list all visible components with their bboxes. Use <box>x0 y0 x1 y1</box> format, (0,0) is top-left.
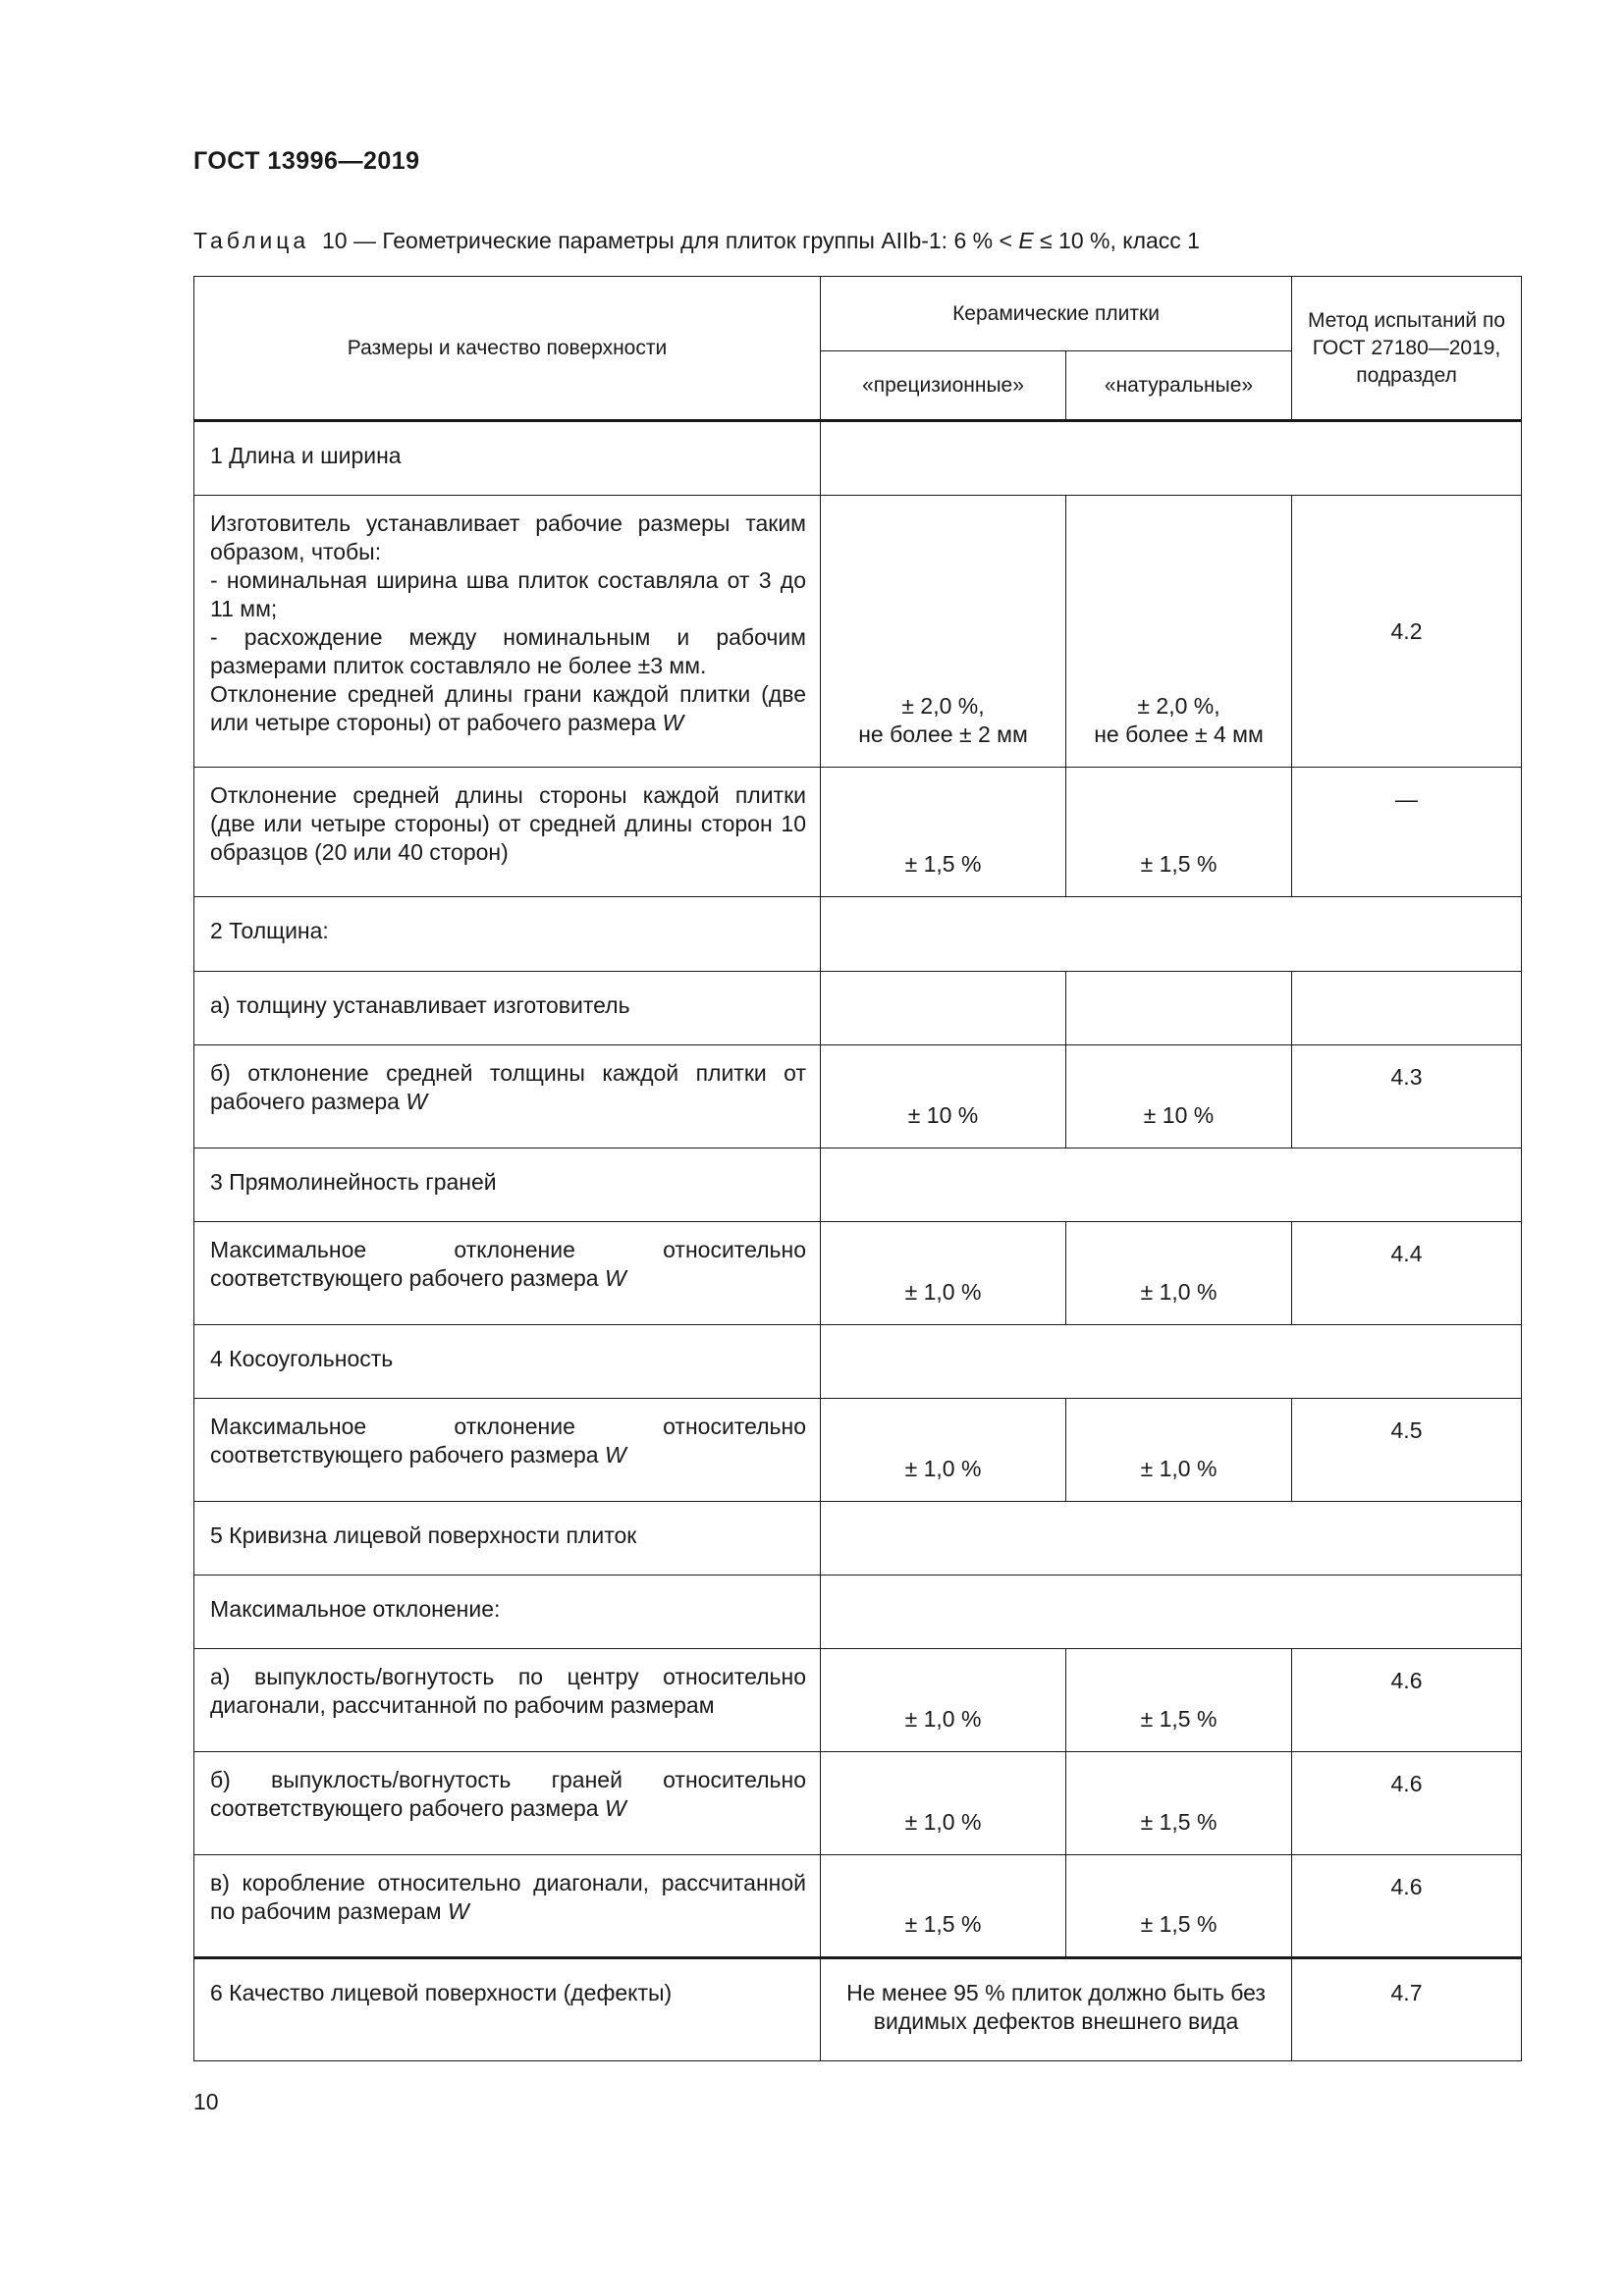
header-dims: Размеры и качество поверхности <box>194 277 821 421</box>
caption-title-after: ≤ 10 %, класс 1 <box>1033 228 1200 253</box>
curvature-a-precision-value: ± 1,0 % <box>821 1649 1066 1752</box>
squareness-description: Максимальное отклонение относительно соответствующего рабочего размера W <box>194 1399 821 1502</box>
table-row <box>194 1855 1522 1958</box>
section-thickness: 2 Толщина: <box>194 897 821 972</box>
empty-cell <box>821 1325 1522 1399</box>
curvature-c-precision-value: ± 1,5 % <box>821 1855 1066 1958</box>
straightness-description: Максимальное отклонение относительно соответствующего рабочего размера W <box>194 1222 821 1325</box>
table-row <box>194 1575 1522 1649</box>
straightness-method: 4.4 <box>1292 1222 1522 1325</box>
empty-cell <box>821 421 1522 496</box>
length-desc-intro: Изготовитель устанавливает рабочие размеры таким образом, чтобы: <box>210 510 806 564</box>
surface-quality-method: 4.7 <box>1292 1958 1522 2061</box>
table-row <box>194 1045 1522 1148</box>
section-straightness: 3 Прямолинейность граней <box>194 1148 821 1222</box>
table-row <box>194 1399 1522 1502</box>
thickness-natural-value: ± 10 % <box>1066 1045 1292 1148</box>
length-desc-item-1: - номинальная ширина шва плиток составляла от 3 до 11 мм; <box>210 567 806 621</box>
curvature-b-precision-value: ± 1,0 % <box>821 1752 1066 1855</box>
table-row <box>194 897 1522 972</box>
length-desc-item-2: - расхождение между номинальным и рабочим размерами плиток составляло не более ±3 мм. <box>210 624 806 678</box>
geometric-parameters-table <box>193 276 1522 2061</box>
header-row-1 <box>194 277 1522 351</box>
length-method: 4.2 <box>1292 496 1522 768</box>
thickness-method: 4.3 <box>1292 1045 1522 1148</box>
curvature-max-deviation: Максимальное отклонение: <box>194 1575 821 1649</box>
table-row <box>194 1958 1522 2061</box>
section-squareness: 4 Косоугольность <box>194 1325 821 1399</box>
section-length-width: 1 Длина и ширина <box>194 421 821 496</box>
side-precision-value: ± 1,5 % <box>821 768 1066 897</box>
side-method: — <box>1292 768 1522 897</box>
curvature-b: б) выпуклость/вогнутость граней относительно соответствующего рабочего размера W <box>194 1752 821 1855</box>
length-precision-value: ± 2,0 %, не более ± 2 мм <box>821 496 1066 768</box>
table-caption <box>193 228 1200 254</box>
side-description: Отклонение средней длины стороны каждой плитки (две или четыре стороны) от средней длины сторон 10 образцов (20 или 40 сторон) <box>194 768 821 897</box>
empty-cell <box>821 1148 1522 1222</box>
thickness-precision-value: ± 10 % <box>821 1045 1066 1148</box>
table-row <box>194 496 1522 768</box>
table-row <box>194 1649 1522 1752</box>
curvature-c: в) коробление относительно диагонали, рассчитанной по рабочим размерам W <box>194 1855 821 1958</box>
header-test-method: Метод испытаний по ГОСТ 27180—2019, подраздел <box>1292 277 1522 421</box>
empty-cell <box>1066 972 1292 1045</box>
squareness-method: 4.5 <box>1292 1399 1522 1502</box>
empty-cell <box>821 1502 1522 1575</box>
empty-cell <box>1292 972 1522 1045</box>
table-row <box>194 1148 1522 1222</box>
length-natural-value: ± 2,0 %, не более ± 4 мм <box>1066 496 1292 768</box>
section-surface-quality: 6 Качество лицевой поверхности (дефекты) <box>194 1958 821 2061</box>
caption-word: Таблица <box>193 228 310 253</box>
curvature-a-natural-value: ± 1,5 % <box>1066 1649 1292 1752</box>
table-row <box>194 1325 1522 1399</box>
table-row <box>194 421 1522 496</box>
curvature-b-natural-value: ± 1,5 % <box>1066 1752 1292 1855</box>
header-precision: «прецизионные» <box>821 351 1066 421</box>
header-natural: «натуральные» <box>1066 351 1292 421</box>
squareness-precision-value: ± 1,0 % <box>821 1399 1066 1502</box>
table-row <box>194 1752 1522 1855</box>
straightness-natural-value: ± 1,0 % <box>1066 1222 1292 1325</box>
table-row <box>194 972 1522 1045</box>
caption-title-before: — Геометрические параметры для плиток группы AIIb-1: 6 % < <box>347 228 1019 253</box>
thickness-b: б) отклонение средней толщины каждой плитки от рабочего размера W <box>194 1045 821 1148</box>
squareness-natural-value: ± 1,0 % <box>1066 1399 1292 1502</box>
curvature-a-method: 4.6 <box>1292 1649 1522 1752</box>
straightness-precision-value: ± 1,0 % <box>821 1222 1066 1325</box>
empty-cell <box>821 897 1522 972</box>
page-number: 10 <box>193 2089 219 2114</box>
curvature-a: а) выпуклость/вогнутость по центру относительно диагонали, рассчитанной по рабочим размерам <box>194 1649 821 1752</box>
table-row <box>194 768 1522 897</box>
length-desc-deviation: Отклонение средней длины грани каждой плитки (две или четыре стороны) от рабочего размера W <box>210 681 806 735</box>
caption-number: 10 <box>321 228 348 253</box>
header-ceramic-tiles: Керамические плитки <box>821 277 1292 351</box>
curvature-b-method: 4.6 <box>1292 1752 1522 1855</box>
curvature-c-natural-value: ± 1,5 % <box>1066 1855 1292 1958</box>
section-curvature: 5 Кривизна лицевой поверхности плиток <box>194 1502 821 1575</box>
curvature-c-method: 4.6 <box>1292 1855 1522 1958</box>
empty-cell <box>821 1575 1522 1649</box>
caption-variable: E <box>1018 228 1034 253</box>
empty-cell <box>821 972 1066 1045</box>
table-row <box>194 1502 1522 1575</box>
length-description <box>194 496 821 768</box>
document-code: ГОСТ 13996—2019 <box>193 147 420 175</box>
surface-quality-value: Не менее 95 % плиток должно быть без видимых дефектов внешнего вида <box>821 1958 1292 2061</box>
side-natural-value: ± 1,5 % <box>1066 768 1292 897</box>
table-row <box>194 1222 1522 1325</box>
thickness-a: а) толщину устанавливает изготовитель <box>194 972 821 1045</box>
